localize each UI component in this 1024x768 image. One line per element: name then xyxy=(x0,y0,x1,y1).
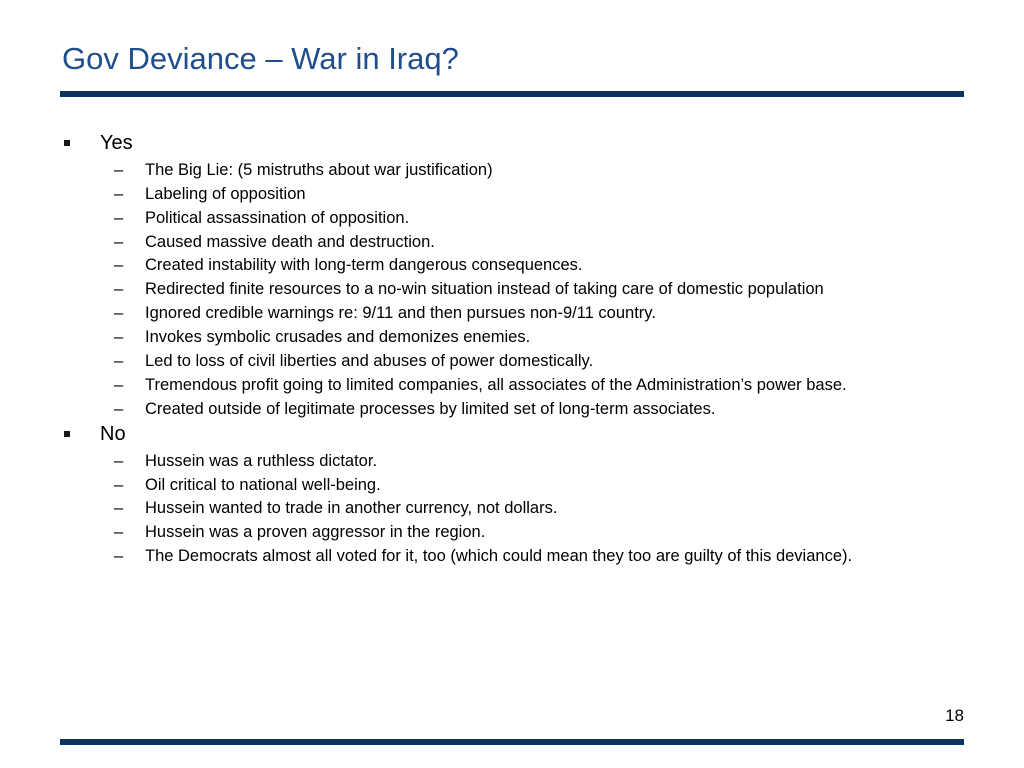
section-yes xyxy=(62,130,972,419)
slide-title: Gov Deviance – War in Iraq? xyxy=(62,41,459,76)
sub-item-text: Invokes symbolic crusades and demonizes enemies. xyxy=(145,328,531,347)
sub-item-text: Created instability with long-term dangerous consequences. xyxy=(145,256,583,275)
sub-item-text: The Democrats almost all voted for it, too (which could mean they too are guilty of this deviance). xyxy=(145,547,853,566)
bullet-item-yes xyxy=(62,130,972,156)
dash-bullet-icon: – xyxy=(114,256,124,275)
dash-bullet-icon: – xyxy=(114,232,124,251)
sub-item-text: Caused massive death and destruction. xyxy=(145,232,435,251)
dash-bullet-icon: – xyxy=(114,499,124,518)
dash-bullet-icon: – xyxy=(114,208,124,227)
bullet-heading: No xyxy=(100,422,126,445)
bullet-heading: Yes xyxy=(100,132,133,154)
dash-bullet-icon: – xyxy=(114,328,124,347)
dash-bullet-icon: – xyxy=(114,475,124,494)
dash-bullet-icon: – xyxy=(114,184,124,203)
sub-item-text: Ignored credible warnings re: 9/11 and then pursues non-9/11 country. xyxy=(145,304,656,323)
sub-item xyxy=(62,376,972,395)
dash-bullet-icon: – xyxy=(114,399,124,418)
sub-item-text: Political assassination of opposition. xyxy=(145,208,410,227)
section-no xyxy=(62,421,972,566)
page-number: 18 xyxy=(945,706,964,725)
bullet-item-no xyxy=(62,421,972,447)
sub-item xyxy=(62,352,972,371)
sub-item xyxy=(62,547,972,566)
sub-item-text: Tremendous profit going to limited companies, all associates of the Administration’s power base. xyxy=(145,375,847,394)
sub-item xyxy=(62,209,972,228)
sub-item xyxy=(62,304,972,323)
dash-bullet-icon: – xyxy=(114,304,124,323)
sub-item xyxy=(62,256,972,275)
square-bullet-icon xyxy=(64,431,70,437)
dash-bullet-icon: – xyxy=(114,352,124,371)
sub-item xyxy=(62,328,972,347)
dash-bullet-icon: – xyxy=(114,451,124,470)
square-bullet-icon xyxy=(64,140,70,146)
sub-item-text: Led to loss of civil liberties and abuses of power domestically. xyxy=(145,352,594,371)
sub-item xyxy=(62,452,972,471)
sub-item-text: Oil critical to national well-being. xyxy=(145,475,381,494)
footer-divider xyxy=(60,739,964,745)
sub-item xyxy=(62,185,972,204)
dash-bullet-icon: – xyxy=(114,280,124,299)
sublist-no xyxy=(62,452,972,567)
sub-item-text: Hussein was a proven aggressor in the region. xyxy=(145,523,486,542)
sub-item xyxy=(62,476,972,495)
sub-item-text: Redirected finite resources to a no-win situation instead of taking care of domestic population xyxy=(145,280,824,299)
dash-bullet-icon: – xyxy=(114,547,124,566)
sub-item-text: The Big Lie: (5 mistruths about war justification) xyxy=(145,160,493,179)
slide-body xyxy=(62,128,972,566)
sub-item-text: Created outside of legitimate processes by limited set of long-term associates. xyxy=(145,399,716,418)
sub-item xyxy=(62,499,972,518)
sub-item xyxy=(62,280,972,299)
sub-item xyxy=(62,523,972,542)
sub-item-text: Hussein wanted to trade in another currency, not dollars. xyxy=(145,499,558,518)
sub-item-text: Hussein was a ruthless dictator. xyxy=(145,451,378,470)
sub-item xyxy=(62,400,972,419)
sub-item xyxy=(62,161,972,180)
sub-item xyxy=(62,233,972,252)
dash-bullet-icon: – xyxy=(114,375,124,394)
dash-bullet-icon: – xyxy=(114,160,124,179)
sub-item-text: Labeling of opposition xyxy=(145,184,306,203)
dash-bullet-icon: – xyxy=(114,523,124,542)
sublist-yes xyxy=(62,161,972,419)
title-divider xyxy=(60,91,964,97)
